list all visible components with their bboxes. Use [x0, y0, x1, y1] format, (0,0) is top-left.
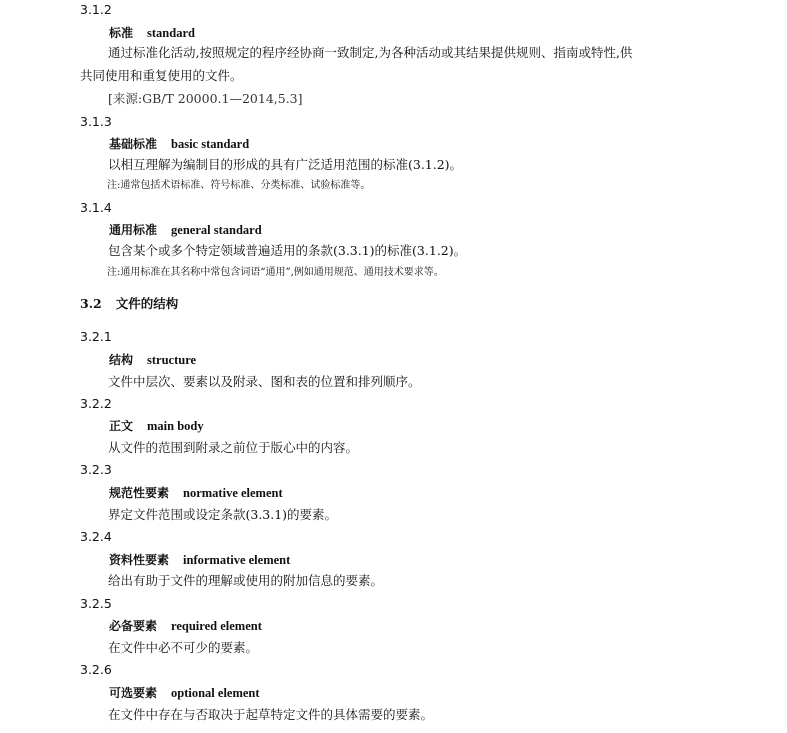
- term-heading: [109, 687, 260, 700]
- clause-number: 3.2.6: [80, 662, 112, 677]
- term-zh: 必备要素: [109, 619, 158, 633]
- definition-text: 从文件的范围到附录之前位于版心中的内容。: [108, 440, 359, 455]
- definition-text: 包含某个或多个特定领域普遍适用的条款(3.3.1)的标准(3.1.2)。: [108, 243, 467, 258]
- definition-text-continued: 共同使用和重复使用的文件。: [80, 68, 243, 83]
- term-en: informative element: [183, 553, 291, 567]
- term-heading: [109, 487, 283, 500]
- clause-number: 3.2.4: [80, 529, 112, 544]
- term-zh: 可选要素: [109, 686, 158, 700]
- term-heading: [109, 354, 196, 367]
- clause-number: 3.2.2: [80, 396, 112, 411]
- clause-number: 3.2.3: [80, 462, 112, 477]
- term-heading: [109, 27, 195, 40]
- definition-text: 文件中层次、要素以及附录、图和表的位置和排列顺序。: [108, 374, 421, 389]
- clause-number: 3.1.3: [80, 114, 112, 129]
- note-text: 注:通用标准在其名称中常包含词语“通用”,例如通用规范、通用技术要求等。: [107, 267, 444, 278]
- clause-number: 3.1.4: [80, 200, 112, 215]
- term-heading: [109, 224, 262, 237]
- term-zh: 规范性要素: [109, 486, 170, 500]
- term-heading: [109, 620, 262, 633]
- term-en: general standard: [171, 223, 262, 237]
- term-zh: 通用标准: [109, 223, 158, 237]
- term-en: standard: [147, 26, 195, 40]
- section-number: 3.2: [80, 296, 102, 311]
- term-zh: 基础标准: [109, 137, 158, 151]
- source-reference: [来源:GB/T 20000.1—2014,5.3]: [108, 91, 303, 106]
- term-en: normative element: [183, 486, 283, 500]
- section-heading: [80, 298, 178, 311]
- definition-text: 在文件中存在与否取决于起草特定文件的具体需要的要素。: [108, 707, 434, 722]
- section-title: 文件的结构: [115, 296, 179, 311]
- clause-number: 3.2.1: [80, 329, 112, 344]
- clause-number: 3.2.5: [80, 596, 112, 611]
- term-heading: [109, 420, 204, 433]
- term-heading: [109, 554, 290, 567]
- term-en: main body: [147, 419, 204, 433]
- definition-text: 界定文件范围或设定条款(3.3.1)的要素。: [108, 507, 338, 522]
- term-en: optional element: [171, 686, 260, 700]
- term-en: structure: [147, 353, 197, 367]
- term-en: basic standard: [171, 137, 250, 151]
- definition-text: 以相互理解为编制目的形成的具有广泛适用范围的标准(3.1.2)。: [108, 157, 463, 172]
- term-zh: 正文: [109, 419, 134, 433]
- definition-text: 在文件中必不可少的要素。: [108, 640, 259, 655]
- term-zh: 标准: [109, 26, 134, 40]
- term-heading: [109, 138, 249, 151]
- term-en: required element: [171, 619, 262, 633]
- term-zh: 资料性要素: [109, 553, 170, 567]
- term-zh: 结构: [109, 353, 134, 367]
- definition-text: 通过标准化活动,按照规定的程序经协商一致制定,为各种活动或其结果提供规则、指南或特性,供: [108, 45, 633, 60]
- note-text: 注:通常包括术语标准、符号标准、分类标准、试验标准等。: [107, 180, 371, 191]
- definition-text: 给出有助于文件的理解或使用的附加信息的要素。: [108, 573, 384, 588]
- clause-number: 3.1.2: [80, 2, 112, 17]
